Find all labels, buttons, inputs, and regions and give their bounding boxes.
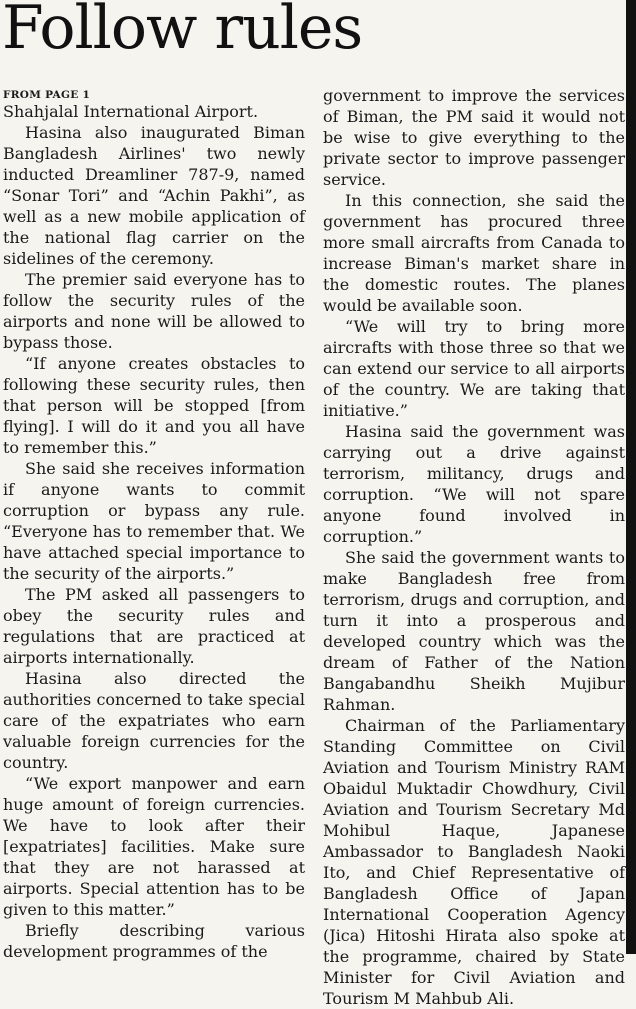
paragraph: She said the government wants to make Bangladesh free from terrorism, drugs and corruption, and turn it into a prosperous and developed country which was the dream of Father of the Nation Bangabandhu Sheikh Mujibur Rahman. — [323, 548, 625, 714]
paragraph: Hasina also directed the authorities concerned to take special care of the expatriates who earn valuable foreign currencies for the country. — [3, 669, 305, 772]
paragraph: She said she receives information if anyone wants to commit corruption or bypass any rule. “Everyone has to remember that. We have attached special importance to the security of the airports.” — [3, 459, 305, 583]
paragraph: The PM asked all passengers to obey the security rules and regulations that are practiced at airports internationally. — [3, 585, 305, 667]
paragraph: Chairman of the Parliamentary Standing Committee on Civil Aviation and Tourism Ministry RAM Obaidul Muktadir Chowdhury, Civil Aviation and Tourism Secretary Md Mohibul Haque, Japanese Ambassador to Bangladesh Naoki Ito, and Chief Representative of Bangladesh Office of Japan International Cooperation Agency (Jica) Hitoshi Hirata also spoke at the programme, chaired by State Minister for Civil Aviation and Tourism M Mahbub Ali. — [323, 716, 625, 1008]
paragraph: government to improve the services of Biman, the PM said it would not be wise to give everything to the private sector to improve passenger service. — [323, 86, 625, 189]
paragraph: “If anyone creates obstacles to following these security rules, then that person will be stopped [from flying]. I will do it and you all have to remember this.” — [3, 354, 305, 457]
article-column-right — [323, 85, 625, 1009]
article-column-left — [3, 88, 305, 962]
paragraph: The premier said everyone has to follow the security rules of the airports and none will be allowed to bypass those. — [3, 270, 305, 352]
paragraph: Hasina said the government was carrying out a drive against terrorism, militancy, drugs and corruption. “We will not spare anyone found involved in corruption.” — [323, 422, 625, 546]
paragraph: “We will try to bring more aircrafts with those three so that we can extend our service to all airports of the country. We are taking that initiative.” — [323, 317, 625, 420]
paragraph: Shahjalal International Airport. — [3, 102, 259, 121]
page-edge-border — [626, 0, 636, 954]
jump-kicker: FROM PAGE 1 — [3, 89, 91, 101]
headline: Follow rules — [2, 0, 363, 63]
paragraph: Hasina also inaugurated Biman Bangladesh Airlines' two newly inducted Dreamliner 787-9, named “Sonar Tori” and “Achin Pakhi”, as well as a new mobile application of the national flag carrier on the sidelines of the ceremony. — [3, 123, 305, 268]
paragraph: In this connection, she said the government has procured three more small aircrafts from Canada to increase Biman's market share in the domestic routes. The planes would be available soon. — [323, 191, 625, 315]
paragraph: “We export manpower and earn huge amount of foreign currencies. We have to look after their [expatriates] facilities. Make sure that they are not harassed at airports. Special attention has to be given to this matter.” — [3, 774, 305, 919]
paragraph: Briefly describing various development programmes of the — [3, 921, 305, 961]
